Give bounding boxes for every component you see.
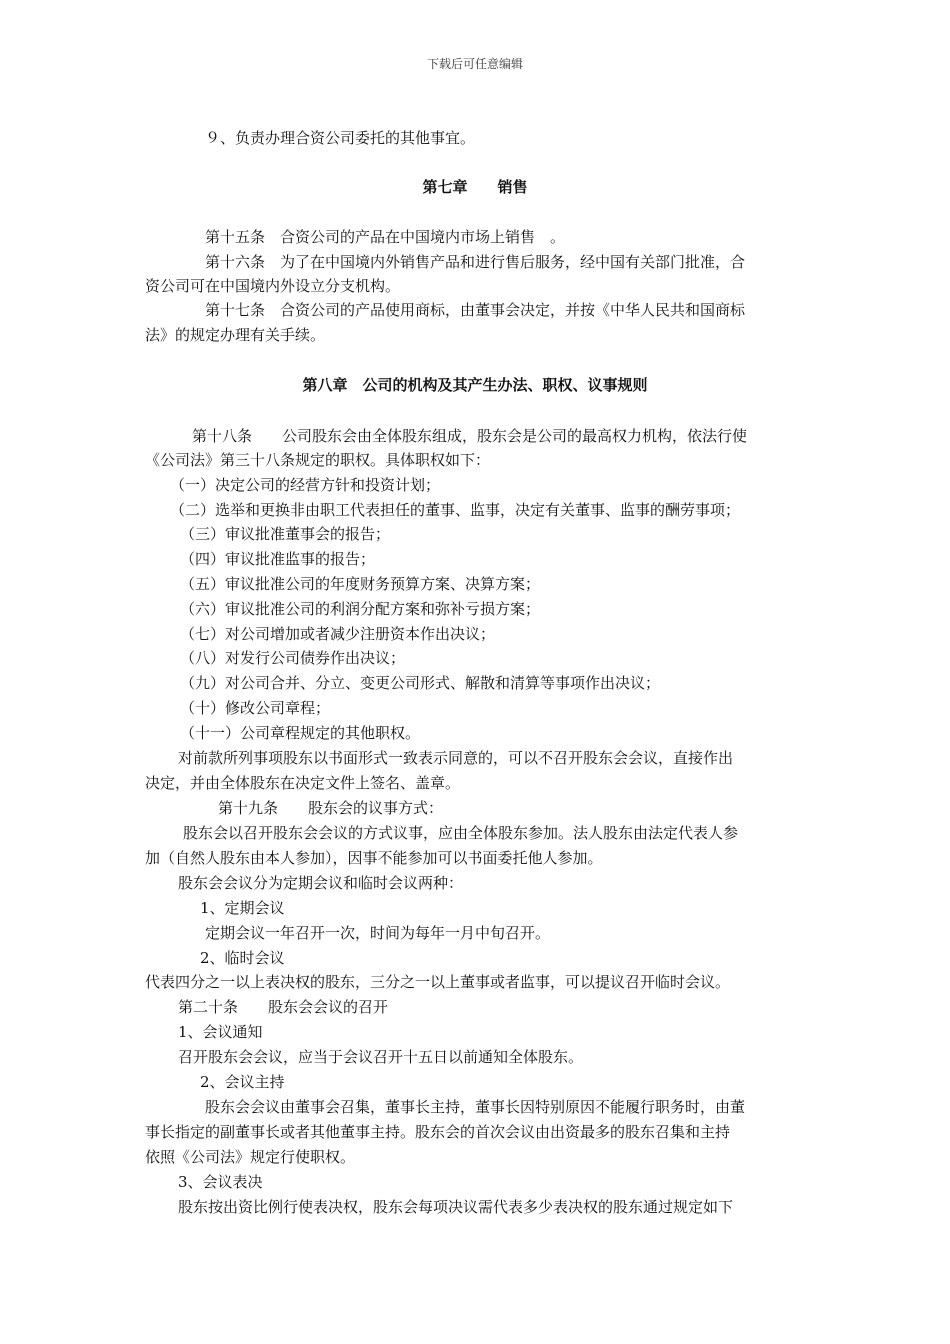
paragraph-line: 第十五条 合资公司的产品在中国境内市场上销售 。: [205, 228, 566, 246]
paragraph-line: 召开股东会会议，应当于会议召开十五日以前通知全体股东。: [178, 1048, 584, 1066]
paragraph-line: 对前款所列事项股东以书面形式一致表示同意的，可以不召开股东会会议，直接作出: [178, 749, 734, 767]
sub-heading: 2、临时会议: [200, 949, 285, 967]
paragraph-line: 股东会会议分为定期会议和临时会议两种：: [178, 874, 464, 892]
paragraph-line: 第十七条 合资公司的产品使用商标，由董事会决定，并按《中华人民共和国商标: [205, 301, 746, 319]
article-heading: 第十九条 股东会的议事方式：: [218, 799, 444, 817]
paragraph-line: 股东会会议由董事会召集，董事长主持，董事长因特别原因不能履行职务时，由董: [205, 1098, 746, 1116]
list-item: （五）审议批准公司的年度财务预算方案、决算方案；: [180, 575, 541, 593]
list-item: （七）对公司增加或者减少注册资本作出决议；: [180, 625, 496, 643]
sub-heading: 3、会议表决: [178, 1173, 263, 1191]
list-item: （四）审议批准监事的报告；: [180, 550, 376, 568]
paragraph-line: 股东按出资比例行使表决权，股东会每项决议需代表多少表决权的股东通过规定如下: [178, 1198, 734, 1216]
paragraph-line: 定期会议一年召开一次，时间为每年一月中旬召开。: [205, 924, 551, 942]
paragraph-line: 决定，并由全体股东在决定文件上签名、盖章。: [145, 774, 461, 792]
paragraph-line: 股东会以召开股东会会议的方式议事，应由全体股东参加。法人股东由法定代表人参: [183, 824, 739, 842]
list-item: （九）对公司合并、分立、变更公司形式、解散和清算等事项作出决议；: [180, 674, 661, 692]
paragraph-line: 资公司可在中国境内外设立分支机构。: [145, 277, 401, 295]
paragraph-line: 代表四分之一以上表决权的股东，三分之一以上董事或者监事，可以提议召开临时会议。: [145, 973, 731, 991]
paragraph-line: ９、负责办理合资公司委托的其他事宜。: [205, 129, 476, 147]
article-heading: 第二十条 股东会会议的召开: [178, 998, 389, 1016]
list-item: （一）决定公司的经营方针和投资计划；: [170, 476, 441, 494]
list-item: （六）审议批准公司的利润分配方案和弥补亏损方案；: [180, 600, 541, 618]
paragraph-line: 加（自然人股东由本人参加），因事不能参加可以书面委托他人参加。: [145, 849, 603, 867]
chapter-title: 第八章 公司的机构及其产生办法、职权、议事规则: [302, 376, 648, 394]
list-item: （八）对发行公司债券作出决议；: [180, 649, 406, 667]
sub-heading: 2、会议主持: [200, 1073, 285, 1091]
list-item: （二）选举和更换非由职工代表担任的董事、监事，决定有关董事、监事的酬劳事项；: [170, 501, 741, 519]
paragraph-line: 第十八条 公司股东会由全体股东组成，股东会是公司的最高权力机构，依法行使: [192, 427, 748, 445]
page-header: 下载后可任意编辑: [426, 57, 523, 71]
paragraph-line: 事长指定的副董事长或者其他董事主持。股东会的首次会议由出资最多的股东召集和主持: [145, 1123, 731, 1141]
paragraph-line: 法》的规定办理有关手续。: [145, 326, 326, 344]
paragraph-line: 第十六条 为了在中国境内外销售产品和进行售后服务，经中国有关部门批准，合: [205, 253, 746, 271]
paragraph-line: 依照《公司法》规定行使职权。: [145, 1148, 356, 1166]
paragraph-line: 《公司法》第三十八条规定的职权。具体职权如下：: [145, 451, 491, 469]
sub-heading: 1、定期会议: [200, 899, 285, 917]
sub-heading: 1、会议通知: [178, 1023, 263, 1041]
list-item: （十）修改公司章程；: [180, 699, 331, 717]
chapter-title: 第七章 销售: [422, 178, 528, 196]
list-item: （三）审议批准董事会的报告；: [180, 525, 391, 543]
list-item: （十一）公司章程规定的其他职权。: [180, 724, 421, 742]
